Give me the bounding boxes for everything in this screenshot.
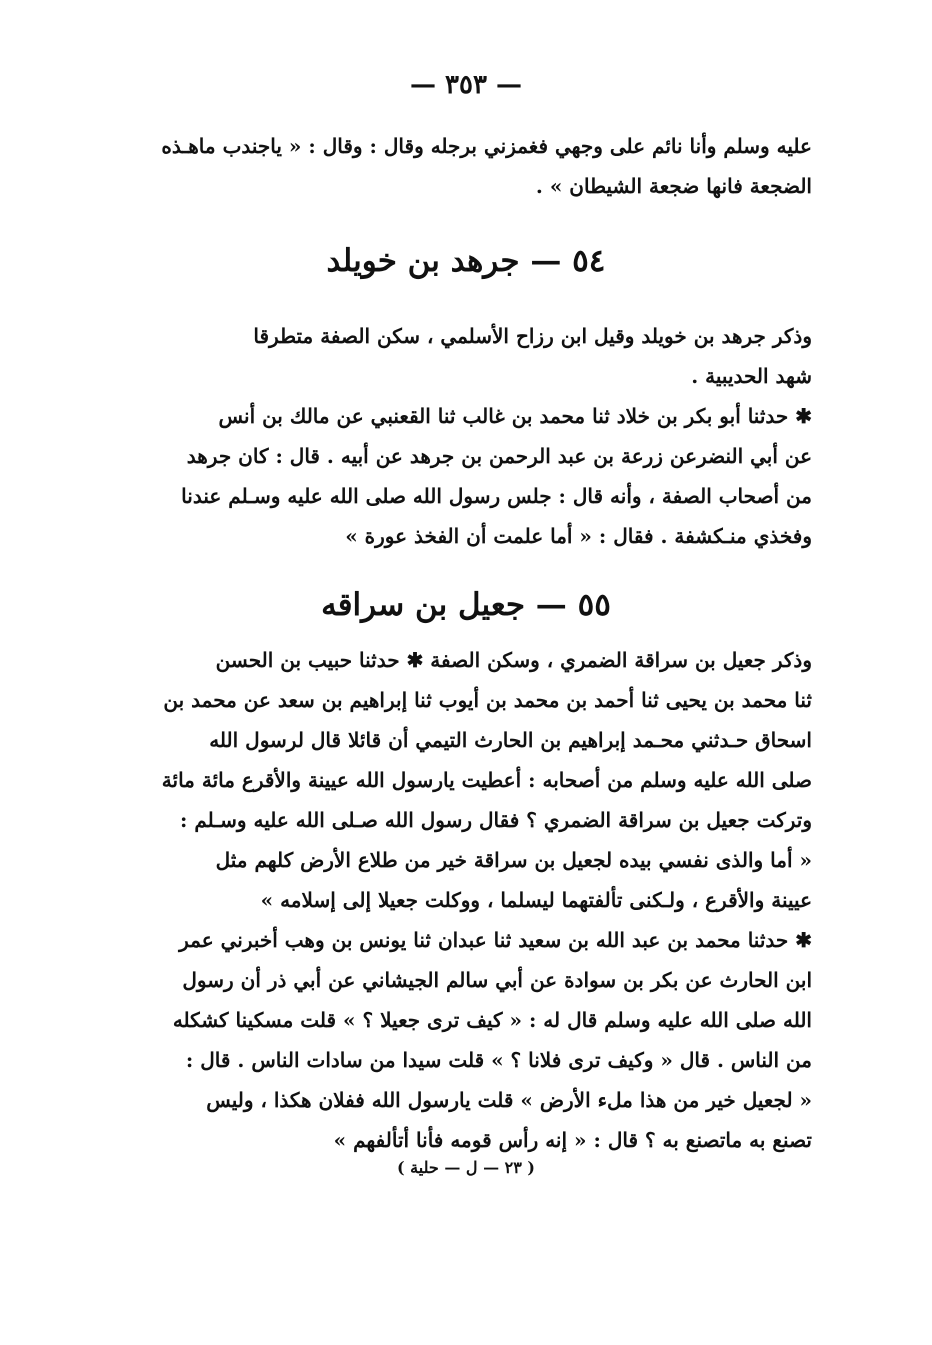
section-54-body — [122, 316, 812, 556]
paragraph-continuation — [122, 126, 812, 206]
text-line: الله صلى الله عليه وسلم قال له : « كيف ترى جعيلا ؟ » قلت مسكينا كشكله — [172, 1008, 812, 1032]
text-line: وفخذي منـكشفة . فقال : « أما علمت أن الفخذ عورة » — [345, 524, 812, 548]
text-line: من أصحاب الصفة ، وأنه قال : جلس رسول الله صلى الله عليه وسـلم عندنا — [181, 484, 812, 508]
section-55-body — [122, 640, 812, 1160]
text-line: اسحاق حـدثني محـمد إبراهيم بن الحارث التيمي أن قائلا قال لرسول الله — [209, 728, 812, 752]
text-line: ✱ حدثنا محمد بن عبد الله بن سعيد ثنا عبدان ثنا يونس بن وهب أخبرني عمر — [179, 928, 812, 952]
text-line: عيينة والأقرع ، ولـكنى تألفتهما ليسلما ، ووكلت جعيلا إلى إسلامه » — [260, 888, 812, 912]
section-heading-55: ٥٥ — جعيل بن سراقه — [321, 587, 611, 623]
text-line: عليه وسلم وأنا نائم على وجهي فغمزني برجله وقال : وقال : « ياجندب ماهـذه — [161, 134, 812, 158]
text-line: صلى الله عليه وسلم من أصحابه : أعطيت يارسول الله عيينة والأقرع مائة مائة — [161, 768, 812, 792]
text-line: ابن الحارث عن بكر بن سوادة عن أبي سالم الجيشاني عن أبي ذر أن رسول — [182, 968, 812, 992]
text-line: عن أبي النضرعن زرعة بن عبد الرحمن بن جرهد عن أبيه . قال : كان جرهد — [186, 444, 812, 468]
text-line: ثنا محمد بن يحيى ثنا أحمد بن محمد بن أيوب ثنا إبراهيم بن سعد عن محمد بن — [163, 688, 812, 712]
text-line: تصنع به ماتصنع به ؟ قال : « إنه رأس قومه فأنا أتألفهم » — [333, 1128, 812, 1152]
text-line: من الناس . قال « وكيف ترى فلانا ؟ » قلت سيدا من سادات الناس . قال : — [185, 1048, 812, 1072]
text-line: ✱ حدثنا أبو بكر بن خلاد ثنا محمد بن غالب ثنا القعنبي عن مالك بن أنس — [218, 404, 812, 428]
text-line: « لجعيل خير من هذا ملء الأرض » قلت يارسول الله ففلان هكذا ، وليس — [206, 1088, 812, 1112]
signature-mark: ( ٢٣ — ل — حلية ) — [397, 1158, 535, 1177]
text-line: الضجعة فانها ضجعة الشيطان » . — [535, 174, 812, 198]
text-line: وذكر جرهد بن خويلد وقيل ابن رزاح الأسلمي ، سكن الصفة متطرقا — [253, 324, 812, 348]
text-line: وتركت جعيل بن سراقة الضمري ؟ فقال رسول الله صـلى الله عليه وسـلم : — [179, 808, 812, 832]
text-line: شهد الحديبية . — [691, 364, 812, 388]
text-line: « أما والذى نفسي بيده لجعيل بن سراقة خير من طلاع الأرض كلهم مثل — [215, 848, 812, 872]
section-heading-54: ٥٤ — جرهد بن خويلد — [326, 243, 606, 279]
page-number: — ٣٥٣ — — [409, 70, 523, 100]
text-line: وذكر جعيل بن سراقة الضمري ، وسكن الصفة ✱ حدثنا حبيب بن الحسن — [215, 648, 812, 672]
